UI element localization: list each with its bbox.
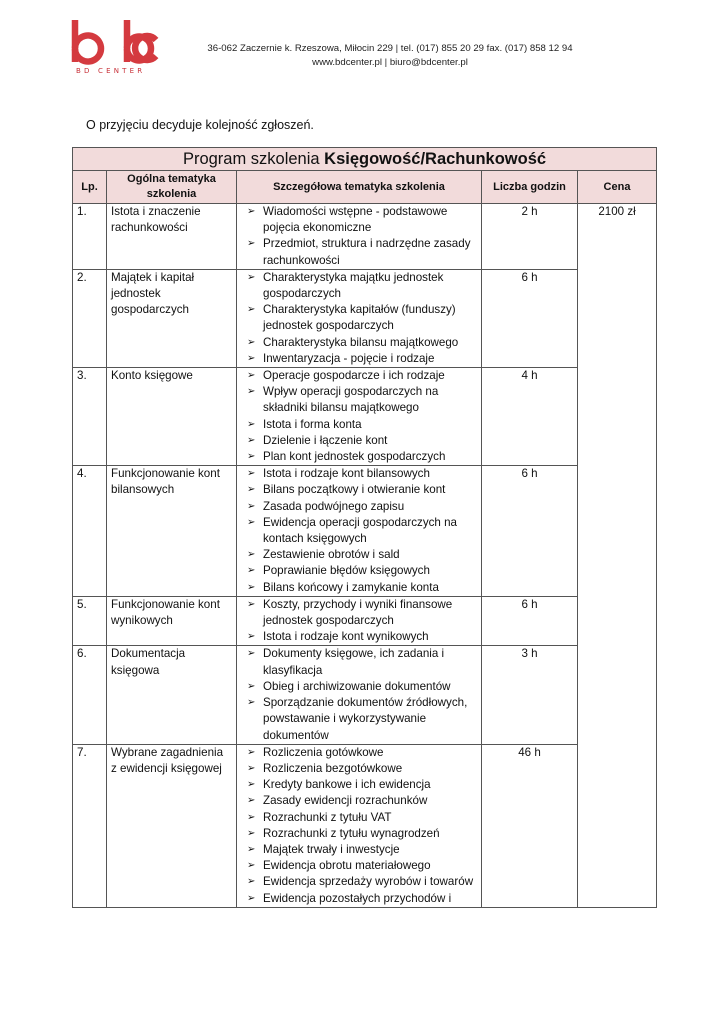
- list-item: [241, 858, 477, 874]
- arrow-bullet-icon: ➢: [247, 876, 256, 888]
- arrow-bullet-icon: ➢: [247, 892, 256, 904]
- list-item: [241, 793, 477, 809]
- list-item: [241, 761, 477, 777]
- list-item: [241, 597, 477, 629]
- detail-text: Rozrachunki z tytułu VAT: [263, 810, 392, 824]
- detail-list: [241, 597, 477, 646]
- list-item: [241, 629, 477, 645]
- col-hours: Liczba godzin: [482, 171, 578, 204]
- detail-list: [241, 646, 477, 743]
- list-item: [241, 351, 477, 367]
- list-item: [241, 449, 477, 465]
- list-item: [241, 270, 477, 302]
- program-title: Program szkolenia Księgowość/Rachunkowość: [73, 148, 657, 171]
- arrow-bullet-icon: ➢: [247, 484, 256, 496]
- detail-text: Poprawianie błędów księgowych: [263, 564, 430, 578]
- detail-text: Operacje gospodarcze i ich rodzaje: [263, 369, 445, 383]
- list-item: [241, 384, 477, 416]
- list-item: [241, 891, 477, 907]
- detail-list: [241, 466, 477, 596]
- detail-text: Charakterystyka kapitałów (funduszy) jednostek gospodarczych: [263, 303, 456, 333]
- list-item: [241, 547, 477, 563]
- arrow-bullet-icon: ➢: [247, 434, 256, 446]
- table-row: [73, 204, 657, 270]
- list-item: [241, 745, 477, 761]
- detail-text: Koszty, przychody i wyniki finansowe jednostek gospodarczych: [263, 597, 453, 628]
- detail-text: Ewidencja sprzedaży wyrobów i towarów: [263, 875, 474, 889]
- list-item: [241, 236, 477, 268]
- arrow-bullet-icon: ➢: [247, 843, 256, 855]
- list-item: [241, 368, 477, 384]
- general-topic: Konto księgowe: [107, 368, 237, 466]
- detail-topics: [237, 368, 482, 466]
- detail-topics: [237, 204, 482, 270]
- arrow-bullet-icon: ➢: [247, 827, 256, 839]
- list-item: [241, 482, 477, 498]
- arrow-bullet-icon: ➢: [247, 631, 256, 643]
- arrow-bullet-icon: ➢: [247, 762, 256, 774]
- detail-text: Majątek trwały i inwestycje: [263, 842, 400, 856]
- detail-text: Istota i rodzaje kont wynikowych: [263, 630, 429, 644]
- arrow-bullet-icon: ➢: [247, 500, 256, 512]
- list-item: [241, 499, 477, 515]
- detail-topics: [237, 596, 482, 646]
- list-item: [241, 695, 477, 744]
- arrow-bullet-icon: ➢: [247, 206, 256, 217]
- list-item: [241, 302, 477, 334]
- arrow-bullet-icon: ➢: [247, 549, 256, 561]
- detail-topics: [237, 744, 482, 907]
- table-header-row: [73, 171, 657, 204]
- arrow-bullet-icon: ➢: [247, 598, 256, 610]
- detail-text: Bilans końcowy i zamykanie konta: [263, 580, 439, 594]
- arrow-bullet-icon: ➢: [247, 811, 256, 823]
- detail-text: Zasada podwójnego zapisu: [263, 499, 405, 513]
- general-topic: Dokumentacja księgowa: [107, 646, 237, 744]
- arrow-bullet-icon: ➢: [247, 304, 256, 316]
- detail-text: Charakterystyka majątku jednostek gospodarczych: [263, 270, 444, 301]
- table-row: [73, 269, 657, 367]
- arrow-bullet-icon: ➢: [247, 860, 256, 872]
- arrow-bullet-icon: ➢: [247, 468, 256, 480]
- list-item: [241, 826, 477, 842]
- hours-cell: 4 h: [482, 368, 578, 466]
- detail-text: Charakterystyka bilansu majątkowego: [263, 335, 459, 349]
- general-topic: Istota i znaczenie rachunkowości: [107, 204, 237, 270]
- address-line: 36-062 Zaczernie k. Rzeszowa, Miłocin 229 | tel. (017) 855 20 29 fax. (017) 858 12 94: [207, 43, 573, 54]
- row-number: 6.: [73, 646, 107, 744]
- detail-text: Kredyty bankowe i ich ewidencja: [263, 778, 431, 792]
- detail-text: Rozliczenia bezgotówkowe: [263, 761, 403, 775]
- detail-text: Sporządzanie dokumentów źródłowych, powstawanie i wykorzystywanie dokumentów: [263, 696, 468, 742]
- table-row: [73, 646, 657, 744]
- arrow-bullet-icon: ➢: [247, 418, 256, 430]
- arrow-bullet-icon: ➢: [247, 336, 256, 348]
- contact-info: [180, 42, 600, 70]
- table-row: [73, 744, 657, 907]
- list-item: [241, 679, 477, 695]
- detail-text: Wpływ operacji gospodarczych na składniki bilansu majątkowego: [263, 385, 439, 415]
- arrow-bullet-icon: ➢: [247, 565, 256, 577]
- detail-topics: [237, 646, 482, 744]
- detail-text: Przedmiot, struktura i nadrzędne zasady rachunkowości: [263, 237, 471, 267]
- arrow-bullet-icon: ➢: [247, 779, 256, 791]
- row-number: 3.: [73, 368, 107, 466]
- arrow-bullet-icon: ➢: [247, 516, 256, 528]
- list-item: [241, 417, 477, 433]
- table-row: [73, 466, 657, 597]
- arrow-bullet-icon: ➢: [247, 746, 256, 758]
- detail-list: [241, 204, 477, 269]
- detail-text: Inwentaryzacja - pojęcie i rodzaje: [263, 351, 435, 365]
- price-cell: 2100 zł: [578, 204, 657, 908]
- arrow-bullet-icon: ➢: [247, 238, 256, 250]
- list-item: [241, 646, 477, 678]
- detail-text: Dokumenty księgowe, ich zadania i klasyfikacja: [263, 647, 445, 677]
- web-line: www.bdcenter.pl | biuro@bdcenter.pl: [312, 57, 468, 68]
- col-price: Cena: [578, 171, 657, 204]
- arrow-bullet-icon: ➢: [247, 648, 256, 660]
- row-number: 7.: [73, 744, 107, 907]
- list-item: [241, 204, 477, 236]
- arrow-bullet-icon: ➢: [247, 352, 256, 364]
- detail-list: [241, 270, 477, 367]
- general-topic: Majątek i kapitał jednostek gospodarczych: [107, 269, 237, 367]
- arrow-bullet-icon: ➢: [247, 271, 256, 283]
- detail-topics: [237, 466, 482, 597]
- list-item: [241, 515, 477, 547]
- arrow-bullet-icon: ➢: [247, 386, 256, 398]
- row-number: 2.: [73, 269, 107, 367]
- list-item: [241, 842, 477, 858]
- hours-cell: 3 h: [482, 646, 578, 744]
- list-item: [241, 466, 477, 482]
- detail-text: Istota i rodzaje kont bilansowych: [263, 467, 430, 481]
- col-lp: Lp.: [73, 171, 107, 204]
- detail-text: Dzielenie i łączenie kont: [263, 433, 388, 447]
- arrow-bullet-icon: ➢: [247, 795, 256, 807]
- arrow-bullet-icon: ➢: [247, 697, 256, 709]
- arrow-bullet-icon: ➢: [247, 581, 256, 593]
- table-row: [73, 368, 657, 466]
- hours-cell: 46 h: [482, 744, 578, 907]
- arrow-bullet-icon: ➢: [247, 451, 256, 463]
- general-topic: Funkcjonowanie kont wynikowych: [107, 596, 237, 646]
- row-number: 1.: [73, 204, 107, 270]
- general-topic: Funkcjonowanie kont bilansowych: [107, 466, 237, 597]
- list-item: [241, 777, 477, 793]
- row-number: 5.: [73, 596, 107, 646]
- hours-cell: 2 h: [482, 204, 578, 270]
- detail-text: Bilans początkowy i otwieranie kont: [263, 483, 446, 497]
- table-row: [73, 596, 657, 646]
- detail-list: [241, 368, 477, 465]
- list-item: [241, 580, 477, 596]
- detail-topics: [237, 269, 482, 367]
- row-number: 4.: [73, 466, 107, 597]
- list-item: [241, 433, 477, 449]
- detail-text: Zestawienie obrotów i sald: [263, 548, 400, 562]
- list-item: [241, 874, 477, 890]
- general-topic: Wybrane zagadnienia z ewidencji księgowej: [107, 744, 237, 907]
- detail-text: Rozrachunki z tytułu wynagrodzeń: [263, 826, 440, 840]
- detail-text: Wiadomości wstępne - podstawowe pojęcia ekonomiczne: [263, 205, 448, 235]
- program-table: [72, 147, 657, 908]
- hours-cell: 6 h: [482, 596, 578, 646]
- arrow-bullet-icon: ➢: [247, 680, 256, 692]
- table-title-row: [73, 148, 657, 171]
- list-item: [241, 563, 477, 579]
- list-item: [241, 335, 477, 351]
- list-item: [241, 810, 477, 826]
- detail-text: Ewidencja operacji gospodarczych na kontach księgowych: [263, 515, 457, 546]
- col-general: Ogólna tematyka szkolenia: [107, 171, 237, 204]
- hours-cell: 6 h: [482, 466, 578, 597]
- detail-text: Obieg i archiwizowanie dokumentów: [263, 679, 451, 693]
- detail-text: Ewidencja pozostałych przychodów i: [263, 891, 452, 905]
- notice-text: O przyjęciu decyduje kolejność zgłoszeń.: [86, 118, 314, 132]
- hours-cell: 6 h: [482, 269, 578, 367]
- arrow-bullet-icon: ➢: [247, 370, 256, 382]
- detail-text: Rozliczenia gotówkowe: [263, 745, 384, 759]
- col-detail: Szczegółowa tematyka szkolenia: [237, 171, 482, 204]
- logo-subtitle: BD CENTER: [76, 67, 146, 75]
- detail-text: Istota i forma konta: [263, 417, 362, 431]
- detail-text: Ewidencja obrotu materiałowego: [263, 859, 431, 873]
- detail-list: [241, 745, 477, 907]
- detail-text: Plan kont jednostek gospodarczych: [263, 450, 446, 464]
- detail-text: Zasady ewidencji rozrachunków: [263, 794, 428, 808]
